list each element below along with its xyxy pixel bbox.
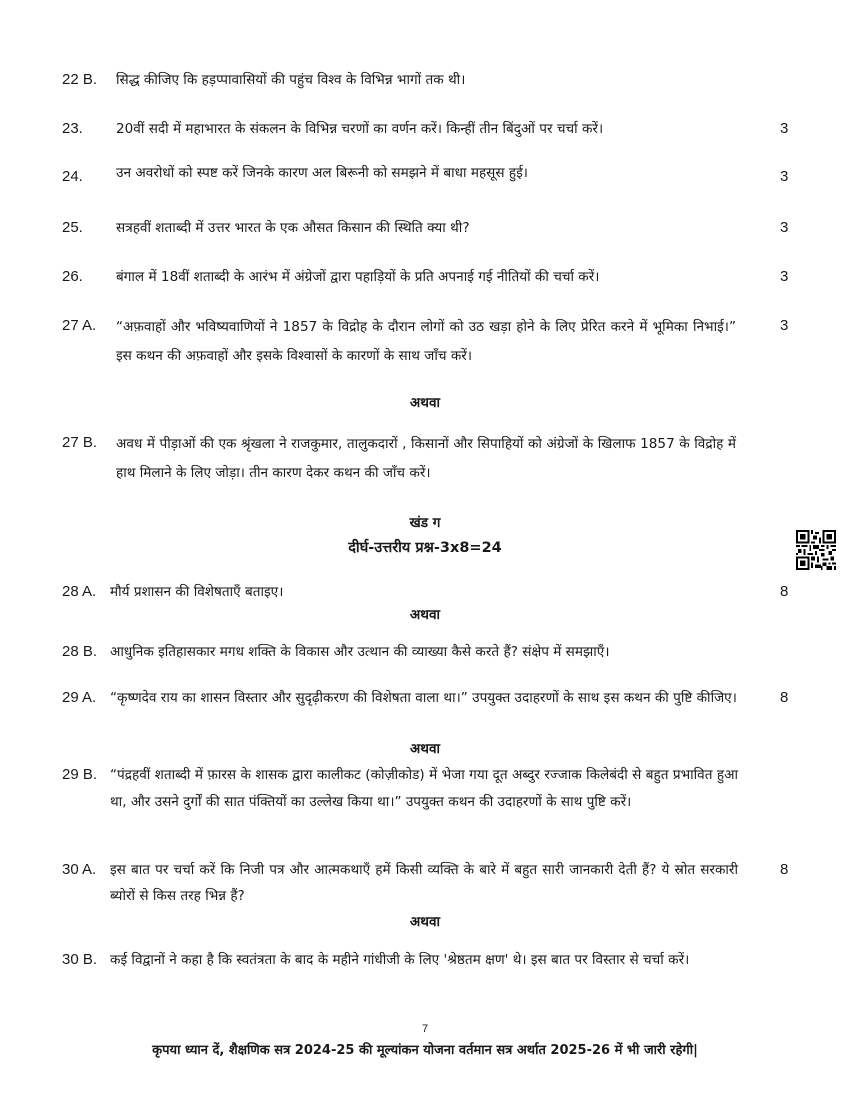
- footer-note: कृपया ध्यान दें, शैक्षणिक सत्र 2024-25 की मूल्यांकन योजना वर्तमान सत्र अर्थात 2025-26 में भी जारी रहेगी|: [152, 1043, 698, 1058]
- question-number: 27 B.: [62, 434, 98, 451]
- question-number: 25.: [62, 219, 83, 236]
- question-text: सत्रहवीं शताब्दी में उत्तर भारत के एक औसत किसान की स्थिति क्या थी?: [116, 220, 470, 236]
- question-number: 24.: [62, 168, 83, 185]
- question-text: “अफ़वाहों और भविष्यवाणियों ने 1857 के विद्रोह के दौरान लोगों को उठ खड़ा होने के लिए प्रेरित करने में भूमिका निभाई।” इस कथन की अफ़वाहों और इसके विश्वासों के कारणों के साथ जाँच करें।: [116, 319, 736, 364]
- section-subtitle: दीर्घ-उत्तरीय प्रश्न-3x8=24: [348, 540, 502, 556]
- question-marks: 3: [780, 168, 789, 185]
- question-text: “पंद्रहवीं शताब्दी में फ़ारस के शासक द्वारा कालीकट (कोज़ीकोड) में भेजा गया दूत अब्दुर रज्जाक किलेबंदी से बहुत प्रभावित हुआ था, और उसने दुर्गों की सात पंक्तियों का उल्लेख किया था।” उपयुक्त कथन की उदाहरणों के साथ पुष्टि करें।: [110, 767, 738, 810]
- or-divider: अथवा: [409, 395, 441, 411]
- question-number: 29 B.: [62, 766, 98, 783]
- question-number: 29 A.: [62, 689, 97, 706]
- question-text: 20वीं सदी में महाभारत के संकलन के विभिन्न चरणों का वर्णन करें। किन्हीं तीन बिंदुओं पर चर्चा करें।: [116, 121, 604, 137]
- question-number: 28 A.: [62, 583, 97, 600]
- question-number: 30 A.: [62, 861, 97, 878]
- question-marks: 3: [780, 219, 789, 236]
- question-number: 27 A.: [62, 317, 97, 334]
- question-text: सिद्ध कीजिए कि हड़प्पावासियों की पहुंच विश्व के विभिन्न भागों तक थी।: [116, 72, 466, 88]
- or-divider: अथवा: [409, 914, 441, 930]
- question-marks: 3: [780, 120, 789, 137]
- question-number: 26.: [62, 268, 83, 285]
- question-text: उन अवरोधों को स्पष्ट करें जिनके कारण अल बिरूनी को समझने में बाधा महसूस हुई।: [116, 165, 528, 181]
- question-number: 30 B.: [62, 951, 98, 968]
- question-marks: 8: [780, 861, 789, 878]
- question-text: कई विद्वानों ने कहा है कि स्वतंत्रता के बाद के महीने गांधीजी के लिए 'श्रेष्ठतम क्षण' थे। इस बात पर विस्तार से चर्चा करें।: [110, 952, 690, 968]
- question-marks: 8: [780, 583, 789, 600]
- or-divider: अथवा: [409, 607, 441, 623]
- question-number: 28 B.: [62, 643, 98, 660]
- question-marks: 3: [780, 268, 789, 285]
- question-text: अवध में पीड़ाओं की एक श्रृंखला ने राजकुमार, तालुकदारों , किसानों और सिपाहियों को अंग्रेजों के खिलाफ 1857 के विद्रोह में हाथ मिलाने के लिए जोड़ा। तीन कारण देकर कथन की जाँच करें।: [116, 436, 736, 481]
- question-text: “कृष्णदेव राय का शासन विस्तार और सुदृढ़ीकरण की विशेषता वाला था।” उपयुक्त उदाहरणों के साथ इस कथन की पुष्टि कीजिए।: [110, 690, 737, 706]
- question-number: 23.: [62, 120, 83, 137]
- qr-code-icon: [796, 530, 836, 570]
- or-divider: अथवा: [409, 741, 441, 757]
- question-marks: 8: [780, 689, 789, 706]
- question-text: इस बात पर चर्चा करें कि निजी पत्र और आत्मकथाएँ हमें किसी व्यक्ति के बारे में बहुत सारी जानकारी देती हैं? ये स्रोत सरकारी ब्योरों से किस तरह भिन्न हैं?: [110, 862, 738, 904]
- page-number: 7: [421, 1023, 429, 1035]
- question-text: मौर्य प्रशासन की विशेषताएँ बताइए।: [110, 584, 284, 600]
- question-text: बंगाल में 18वीं शताब्दी के आरंभ में अंग्रेजों द्वारा पहाड़ियों के प्रति अपनाई गई नीतियों की चर्चा करें।: [116, 269, 600, 285]
- question-text: आधुनिक इतिहासकार मगध शक्ति के विकास और उत्थान की व्याख्या कैसे करते हैं? संक्षेप में समझाएँ।: [110, 644, 610, 660]
- question-marks: 3: [780, 317, 789, 334]
- section-title: खंड ग: [409, 515, 441, 531]
- question-number: 22 B.: [62, 71, 98, 88]
